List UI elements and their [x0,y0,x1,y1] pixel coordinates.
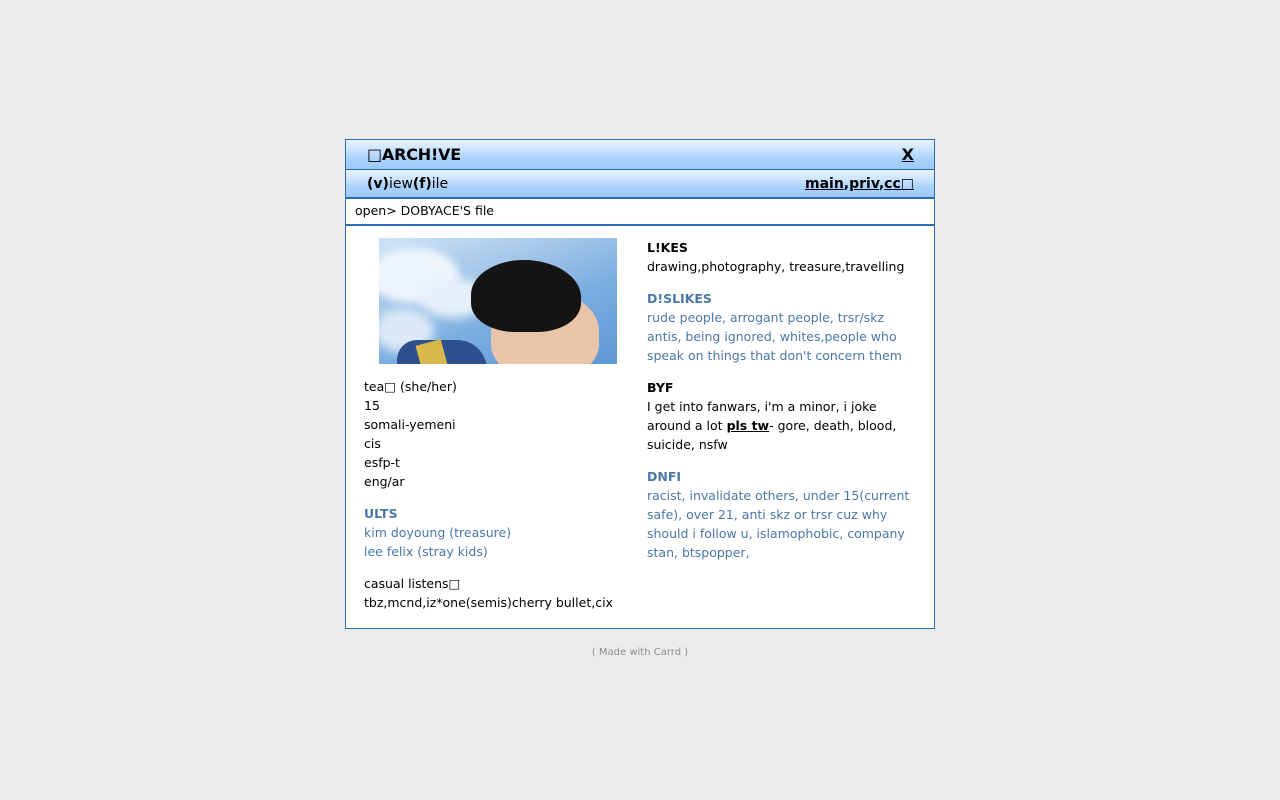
link-separator: , [878,175,885,192]
dnfi-text: racist, invalidate others, under 15(current safe), over 21, anti skz or trsr cuz why should i follow u, islamophobic, company stan, btspopper, [647,488,910,560]
link-cc[interactable]: cc□ [884,175,914,192]
file-prefix: (f) [412,175,432,192]
ult-item: kim doyoung (treasure) [364,525,512,540]
view-prefix: (v) [367,175,389,192]
dnfi-heading: DNFI [647,469,682,484]
info-age: 15 [364,398,380,413]
ults-heading: ULTS [364,506,398,521]
likes-heading: L!KES [647,240,688,255]
link-priv[interactable]: priv [849,175,879,192]
byf-text: I get into fanwars, i'm a minor, i joke around a lot [647,399,877,433]
byf-body [647,397,919,454]
info-pronouns: tea□ (she/her) [364,379,457,394]
casual-heading: casual listens□ [364,576,461,591]
path-bar: open> DOBYACE'S file [346,199,934,226]
info-mbti: esfp-t [364,455,400,470]
info-ethnicity: somali-yemeni [364,417,456,432]
ult-item: lee felix (stray kids) [364,544,488,559]
nav-bar [346,170,934,199]
close-button[interactable]: X [901,145,914,164]
byf-section [647,378,919,454]
dislikes-section [647,289,919,365]
right-column [647,238,919,562]
trigger-warning-link[interactable]: pls tw [726,418,770,433]
info-gender: cis [364,436,381,451]
made-with-carrd-link[interactable]: ( Made with Carrd ) [591,647,689,658]
link-separator: , [843,175,850,192]
dislikes-heading: D!SLIKES [647,291,712,306]
info-list [364,377,634,491]
ults-section [364,504,634,561]
file-suffix: ile [431,175,449,192]
casual-section [364,574,634,612]
nav-links [805,176,914,192]
view-file-label [367,176,448,192]
title-bar [346,140,934,170]
casual-text: tbz,mcnd,iz*one(semis)cherry bullet,cix [364,595,613,610]
profile-photo [379,238,617,364]
archive-window [345,139,935,629]
window-title: □ARCH!VE [367,145,461,164]
dnfi-section [647,467,919,562]
likes-section [647,238,919,276]
byf-heading: BYF [647,380,674,395]
left-column [364,238,634,612]
link-main[interactable]: main [804,175,844,192]
dislikes-text: rude people, arrogant people, trsr/skz antis, being ignored, whites,people who speak on things that don't concern them [647,310,902,363]
likes-text: drawing,photography, treasure,travelling [647,259,905,274]
byf-text-after: - gore, death, blood, suicide, nsfw [647,418,897,452]
view-mid: iew [388,175,413,192]
info-languages: eng/ar [364,474,405,489]
